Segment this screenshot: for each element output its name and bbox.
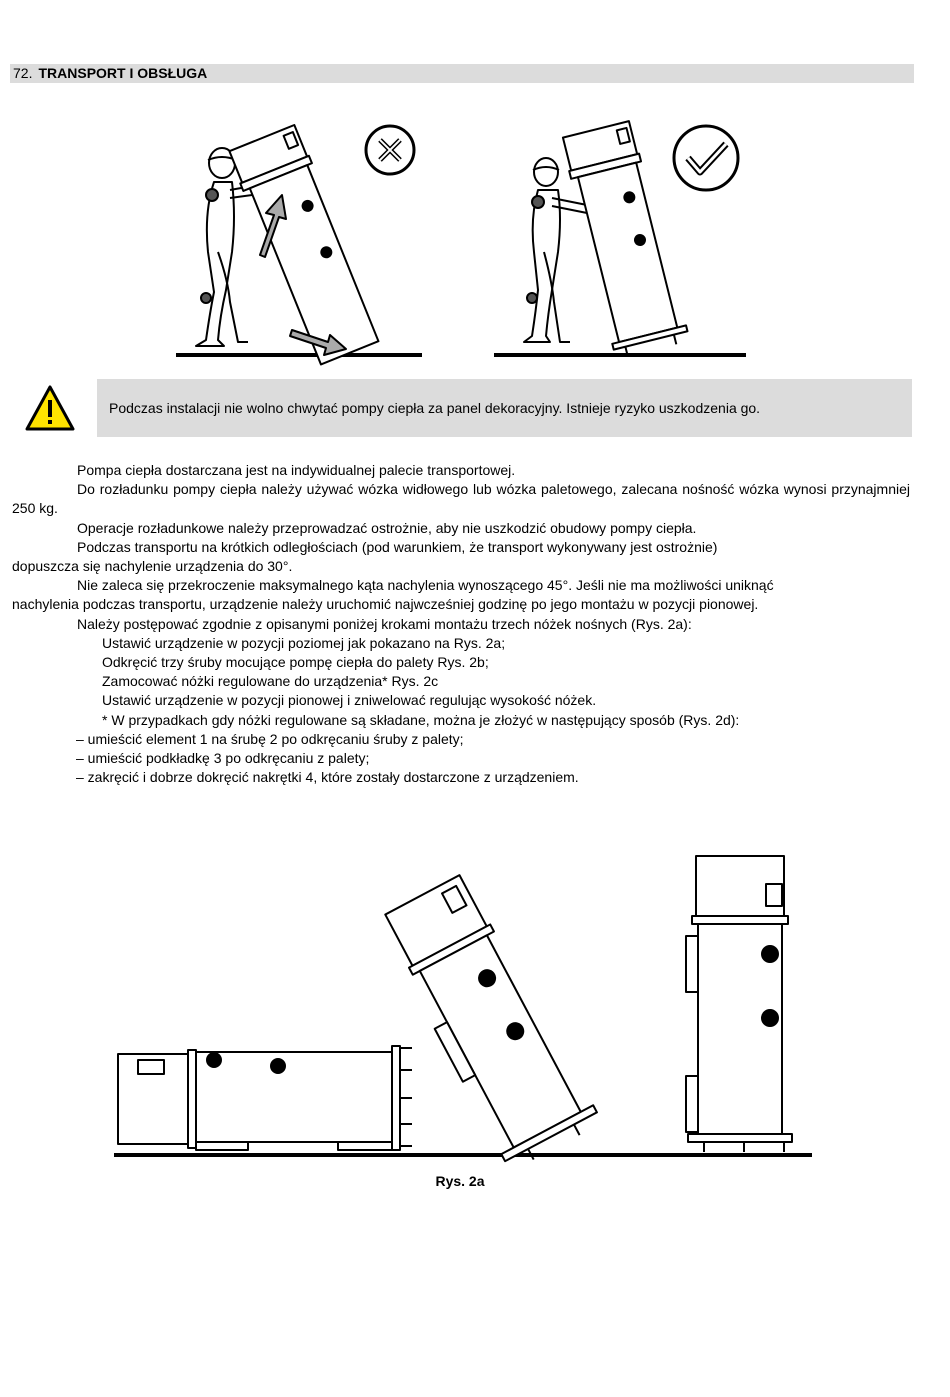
section-number: 72. — [13, 65, 33, 81]
step-item: Ustawić urządzenie w pozycji poziomej jak pokazano na Rys. 2a; — [102, 634, 506, 651]
dash-item: – umieścić podkładkę 3 po odkręcaniu z palety; — [76, 750, 370, 767]
warning-triangle-icon — [24, 384, 76, 432]
paragraph: Podczas transportu na krótkich odległościach (pod warunkiem, że transport wykonywany jest ostrożnie) — [77, 538, 718, 555]
paragraph: Operacje rozładunkowe należy przeprowadzać ostrożnie, aby nie uszkodzić obudowy pompy ciepła. — [77, 519, 697, 536]
paragraph: Nie zaleca się przekroczenie maksymalnego kąta nachylenia wynoszącego 45°. Jeśli nie ma możliwości uniknąć — [77, 577, 774, 594]
step-item: Zamocować nóżki regulowane do urządzenia* Rys. 2c — [102, 673, 439, 690]
heat-pump-tilted-wrong — [228, 124, 384, 367]
check-circle-icon — [674, 126, 738, 190]
heat-pump-horizontal — [118, 1046, 412, 1150]
paragraph: Do rozładunku pompy ciepła należy używać wózka widłowego lub wózka paletowego, zalecana nośność wózka wynosi przynajmniej 250 kg. — [12, 481, 910, 517]
step-note: * W przypadkach gdy nóżki regulowane są składane, można je złożyć w następujący sposób (Rys. 2d): — [102, 711, 740, 728]
heat-pump-tilted-correct — [561, 120, 690, 360]
figure-caption: Rys. 2a — [435, 1173, 485, 1189]
paragraph: Należy postępować zgodnie z opisanymi poniżej krokami montażu trzech nóżek nośnych (Rys. 2a): — [77, 615, 692, 632]
handling-illustration — [0, 110, 950, 365]
heat-pump-tilted — [376, 870, 602, 1171]
step-item: Ustawić urządzenie w pozycji pionowej i zniwelować regulując wysokość nóżek. — [102, 692, 597, 709]
instructions-text — [12, 461, 910, 787]
cross-circle-icon — [366, 126, 414, 174]
dash-item: – zakręcić i dobrze dokręcić nakrętki 4, które zostały dostarczone z urządzeniem. — [76, 769, 579, 786]
section-title: TRANSPORT I OBSŁUGA — [38, 65, 208, 81]
positioning-illustration — [0, 850, 950, 1165]
step-item: Odkręcić trzy śruby mocujące pompę ciepła do palety Rys. 2b; — [102, 654, 489, 671]
warning-text: Podczas instalacji nie wolno chwytać pompy ciepła za panel dekoracyjny. Istnieje ryzyko uszkodzenia go. — [109, 400, 761, 416]
paragraph: Pompa ciepła dostarczana jest na indywidualnej palecie transportowej. — [77, 462, 516, 478]
paragraph: nachylenia podczas transportu, urządzenie należy uruchomić najwcześniej godzinę po jego montażu w pozycji pionowej. — [12, 596, 759, 613]
heat-pump-vertical — [686, 856, 792, 1152]
paragraph: dopuszcza się nachylenie urządzenia do 30°. — [12, 558, 293, 575]
warning-box — [97, 379, 912, 437]
section-header — [10, 64, 914, 83]
dash-item: – umieścić element 1 na śrubę 2 po odkręcaniu śruby z palety; — [76, 730, 464, 747]
